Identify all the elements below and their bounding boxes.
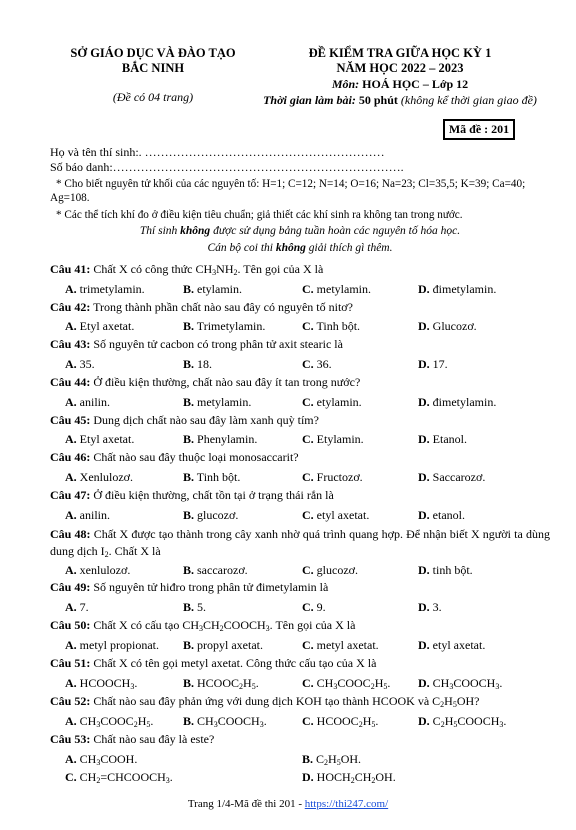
question-label: Câu 50: <box>50 618 91 632</box>
answer-option-a[interactable]: A. metyl propionat. <box>65 638 159 652</box>
question-text: Chất X được tạo thành trong cây xanh nhờ quá trình quang hợp. Để nhận biết X người ta dùng dung dịch $I_2$. Chất X là <box>50 527 550 559</box>
source-link[interactable]: https://thi247.com/ <box>304 798 389 810</box>
answer-option-b[interactable]: B. Phenylamin. <box>183 432 258 446</box>
answer-option-b[interactable]: B. 18. <box>183 357 213 371</box>
answer-option-a[interactable]: A. anilin. <box>65 395 110 409</box>
question-text: Số nguyên tử cacbon có trong phân tử axit stearic là <box>90 337 343 351</box>
question-52 <box>50 694 550 709</box>
answer-option-d[interactable]: D. Etanol. <box>418 432 467 446</box>
question-53 <box>50 732 550 747</box>
question-44 <box>50 375 550 390</box>
answer-option-c[interactable]: C. Tinh bột. <box>302 319 361 333</box>
question-label: Câu 44: <box>50 375 91 389</box>
answer-option-a[interactable]: A. trimetylamin. <box>65 282 145 296</box>
question-46 <box>50 450 550 465</box>
answer-option-c[interactable]: C. $HCOOC_2H_5$. <box>302 714 379 729</box>
question-41 <box>50 262 550 277</box>
exam-title: ĐỀ KIỂM TRA GIỮA HỌC KỲ 1 <box>308 46 492 60</box>
answer-option-b[interactable]: B. $HCOOC_2H_5$. <box>183 676 259 691</box>
student-name-line: Họ và tên thí sinh:. …………………………………………………… <box>50 145 385 159</box>
answer-option-d[interactable]: D. 17. <box>418 357 448 371</box>
answer-option-b[interactable]: B. 5. <box>183 600 207 614</box>
question-label: Câu 48: <box>50 527 91 541</box>
question-label: Câu 41: <box>50 262 91 276</box>
question-label: Câu 46: <box>50 450 91 464</box>
question-label: Câu 47: <box>50 488 91 502</box>
answer-option-b[interactable]: B. $C_2H_5OH$. <box>302 752 362 767</box>
answer-option-a[interactable]: A. anilin. <box>65 508 110 522</box>
question-label: Câu 43: <box>50 337 91 351</box>
header-left <box>48 46 258 105</box>
question-47 <box>50 488 550 503</box>
question-label: Câu 49: <box>50 580 91 594</box>
department-name: SỞ GIÁO DỤC VÀ ĐÀO TẠO <box>70 46 236 60</box>
atomic-mass-note: * Cho biết nguyên tử khối của các nguyên tố: H=1; C=12; N=14; O=16; Na=23; Cl=35,5; K=39; Ca=40; Ag=108. <box>50 178 526 204</box>
question-label: Câu 52: <box>50 694 91 708</box>
question-text: Trong thành phần chất nào sau đây có nguyên tố nitơ? <box>90 300 353 314</box>
answer-option-b[interactable]: B. Tinh bột. <box>183 470 241 484</box>
answer-option-a[interactable]: A. 35. <box>65 357 95 371</box>
answer-option-a[interactable]: A. 7. <box>65 600 89 614</box>
answer-option-d[interactable]: D. đimetylamin. <box>418 395 497 409</box>
subject-line: Môn: HOÁ HỌC – Lớp 12 <box>331 77 469 91</box>
student-id-line: Số báo danh:………………………………………………………………. <box>50 160 404 174</box>
question-text: Ở điều kiện thường, chất tồn tại ở trạng thái rắn là <box>90 488 334 502</box>
answer-option-c[interactable]: C. metyl axetat. <box>302 638 379 652</box>
header-right <box>250 46 550 108</box>
question-text: Chất nào sau đây là este? <box>90 732 215 746</box>
answer-option-c[interactable]: C. $CH_2=CHCOOCH_3$. <box>65 770 173 785</box>
answer-option-a[interactable]: A. xenlulozơ. <box>65 563 131 577</box>
answer-option-b[interactable]: B. etylamin. <box>183 282 243 296</box>
answer-option-c[interactable]: C. 36. <box>302 357 332 371</box>
answer-option-b[interactable]: B. glucozơ. <box>183 508 239 522</box>
answer-option-a[interactable]: A. $CH_3COOH$. <box>65 752 138 767</box>
answer-option-d[interactable]: D. $CH_3COOCH_3$. <box>418 676 503 691</box>
answer-option-b[interactable]: B. saccarozơ. <box>183 563 248 577</box>
question-text: Số nguyên tử hiđro trong phân tử đimetylamin là <box>90 580 329 594</box>
answer-option-c[interactable]: C. Etylamin. <box>302 432 364 446</box>
question-label: Câu 45: <box>50 413 91 427</box>
answer-option-d[interactable]: D. $HOCH_2CH_2OH$. <box>302 770 396 785</box>
gas-note: * Các thể tích khí đo ở điều kiện tiêu chuẩn; giả thiết các khí sinh ra không tan trong nước. <box>56 209 463 221</box>
question-49 <box>50 580 550 595</box>
answer-option-d[interactable]: D. tinh bột. <box>418 563 473 577</box>
answer-option-c[interactable]: C. etyl axetat. <box>302 508 370 522</box>
question-text: Chất nào sau đây thuộc loại monosaccarit? <box>90 450 299 464</box>
rule-periodic-table: Thí sinh không được sử dụng bảng tuần hoàn các nguyên tố hóa học. <box>139 225 461 237</box>
question-45 <box>50 413 550 428</box>
answer-option-d[interactable]: D. đimetylamin. <box>418 282 497 296</box>
province-name: BẮC NINH <box>121 61 185 75</box>
answer-option-b[interactable]: B. Trimetylamin. <box>183 319 266 333</box>
answer-option-c[interactable]: C. metylamin. <box>302 282 371 296</box>
question-42 <box>50 300 550 315</box>
time-line: Thời gian làm bài: 50 phút (không kể thời gian giao đề) <box>263 93 537 107</box>
answer-option-d[interactable]: D. etanol. <box>418 508 465 522</box>
answer-option-d[interactable]: D. 3. <box>418 600 442 614</box>
answer-option-d[interactable]: D. etyl axetat. <box>418 638 486 652</box>
answer-option-b[interactable]: B. $CH_3COOCH_3$. <box>183 714 267 729</box>
answer-option-b[interactable]: B. propyl axetat. <box>183 638 263 652</box>
answer-option-a[interactable]: A. Etyl axetat. <box>65 319 135 333</box>
question-text: Ở điều kiện thường, chất nào sau đây ít tan trong nước? <box>90 375 361 389</box>
answer-option-c[interactable]: C. Fructozơ. <box>302 470 363 484</box>
question-48 <box>50 526 550 560</box>
question-text: Chất X có cấu tạo $CH_3CH_2COOCH_3$. Tên gọi của X là <box>90 618 356 633</box>
question-43 <box>50 337 550 352</box>
page-footer: Trang 1/4-Mã đề thi 201 - https://thi247.com/ <box>187 798 389 810</box>
answer-option-c[interactable]: C. $CH_3COOC_2H_5$. <box>302 676 391 691</box>
answer-option-b[interactable]: B. metylamin. <box>183 395 252 409</box>
question-51 <box>50 656 550 671</box>
answer-option-d[interactable]: D. Saccarozơ. <box>418 470 486 484</box>
question-text: Chất X có công thức $CH_3NH_2$. Tên gọi của X là <box>90 262 324 277</box>
exam-code-box: Mã đề : 201 <box>443 119 515 140</box>
page-count-note: (Đề có 04 trang) <box>112 90 194 104</box>
answer-option-c[interactable]: C. etylamin. <box>302 395 362 409</box>
school-year: NĂM HỌC 2022 – 2023 <box>336 61 464 75</box>
answer-option-a[interactable]: A. $CH_3COOC_2H_5$. <box>65 714 154 729</box>
answer-option-c[interactable]: C. glucozơ. <box>302 563 359 577</box>
answer-option-c[interactable]: C. 9. <box>302 600 326 614</box>
question-text: Chất X có tên gọi metyl axetat. Công thức cấu tạo của X là <box>90 656 377 670</box>
question-label: Câu 42: <box>50 300 91 314</box>
answer-option-d[interactable]: D. $C_2H_5COOCH_3$. <box>418 714 507 729</box>
question-label: Câu 51: <box>50 656 91 670</box>
rule-proctor: Cán bộ coi thi không giải thích gì thêm. <box>207 242 393 254</box>
question-text: Chất nào sau đây phản ứng với dung dịch KOH tạo thành HCOOK và $C_2H_5OH$? <box>90 694 480 709</box>
question-50 <box>50 618 550 633</box>
question-text: Dung dịch chất nào sau đây làm xanh quỳ tím? <box>90 413 319 427</box>
answer-option-a[interactable]: A. Etyl axetat. <box>65 432 135 446</box>
answer-option-d[interactable]: D. Glucozơ. <box>418 319 477 333</box>
question-label: Câu 53: <box>50 732 91 746</box>
answer-option-a[interactable]: A. Xenlulozơ. <box>65 470 134 484</box>
answer-option-a[interactable]: A. $HCOOCH_3$. <box>65 676 138 691</box>
